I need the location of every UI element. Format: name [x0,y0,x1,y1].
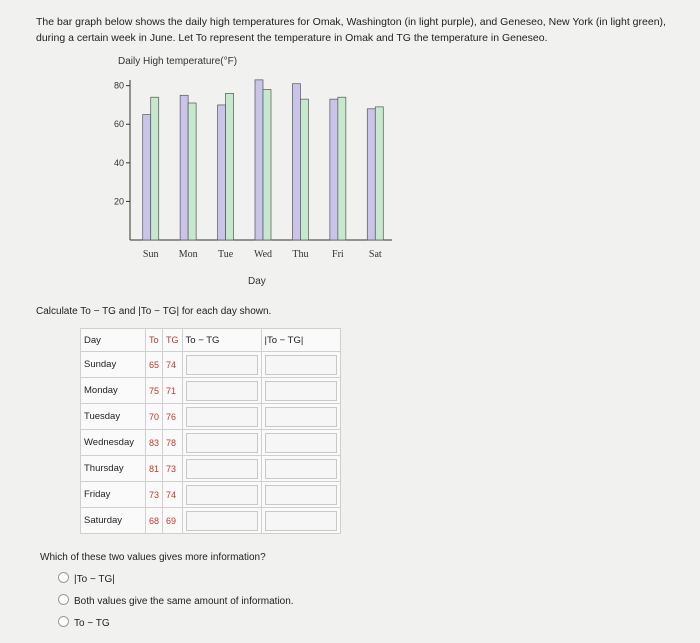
diff-input[interactable] [186,355,258,375]
to-cell: 81 [146,456,163,482]
day-cell: Wednesday [81,430,146,456]
absdiff-input-cell [261,456,340,482]
day-cell: Sunday [81,352,146,378]
diff-input[interactable] [186,407,258,427]
table-header-row [81,329,341,352]
table-row [81,482,341,508]
to-cell: 68 [146,508,163,534]
x-tick-label: Sun [142,249,159,260]
y-tick-label: 60 [113,119,124,130]
absdiff-input-cell [261,378,340,404]
diff-input[interactable] [186,433,258,453]
bar-omak [292,84,300,240]
table-row [81,378,341,404]
bar-omak [330,99,338,240]
header-absdiff: |To − TG| [261,329,340,352]
tg-cell: 73 [163,456,183,482]
y-tick-label: 80 [113,80,124,91]
table-row [81,352,341,378]
table-row [81,404,341,430]
radio-icon[interactable] [58,594,69,605]
option-label: |To − TG| [74,574,115,585]
x-tick-label: Thu [292,249,309,260]
bar-omak [367,109,375,240]
tg-cell: 74 [163,352,183,378]
absdiff-input[interactable] [265,407,337,427]
absdiff-input-cell [261,430,340,456]
diff-input[interactable] [186,485,258,505]
absdiff-input[interactable] [265,485,337,505]
bar-geneseo [263,90,271,240]
diff-input-cell [182,508,261,534]
option-abs-diff[interactable] [58,572,115,585]
x-axis-title: Day [248,276,266,287]
absdiff-input[interactable] [265,511,337,531]
diff-input-cell [182,456,261,482]
table-body [81,352,341,534]
to-cell: 70 [146,404,163,430]
absdiff-input-cell [261,404,340,430]
diff-input[interactable] [186,381,258,401]
radio-icon[interactable] [58,572,69,583]
absdiff-input[interactable] [265,355,337,375]
to-cell: 65 [146,352,163,378]
absdiff-input[interactable] [265,433,337,453]
tg-cell: 71 [163,378,183,404]
absdiff-input[interactable] [265,459,337,479]
table-row [81,508,341,534]
option-label: To − TG [74,618,110,629]
to-cell: 73 [146,482,163,508]
to-cell: 83 [146,430,163,456]
header-diff: To − TG [182,329,261,352]
diff-input[interactable] [186,459,258,479]
option-diff[interactable] [58,616,110,629]
absdiff-input-cell [261,352,340,378]
header-to: To [146,329,163,352]
question-text: Which of these two values gives more information? [40,552,266,563]
bar-omak [180,95,188,240]
tg-cell: 74 [163,482,183,508]
header-day: Day [81,329,146,352]
bar-geneseo [375,107,383,240]
x-tick-label: Fri [332,249,344,260]
bar-geneseo [300,99,308,240]
diff-input-cell [182,378,261,404]
bar-omak [218,105,226,240]
diff-input-cell [182,430,261,456]
absdiff-input-cell [261,482,340,508]
radio-icon[interactable] [58,616,69,627]
day-cell: Friday [81,482,146,508]
x-tick-label: Tue [217,249,234,260]
tg-cell: 76 [163,404,183,430]
header-tg: TG [163,329,183,352]
table-row [81,430,341,456]
absdiff-input[interactable] [265,381,337,401]
day-cell: Monday [81,378,146,404]
day-cell: Tuesday [81,404,146,430]
bar-geneseo [226,93,234,240]
x-tick-label: Wed [253,249,273,260]
day-cell: Saturday [81,508,146,534]
bar-omak [255,80,263,240]
temperature-table [80,328,341,534]
x-tick-label: Mon [178,249,198,260]
y-tick-label: 20 [113,196,124,207]
bar-chart [0,0,700,300]
day-cell: Thursday [81,456,146,482]
bar-geneseo [151,97,159,240]
absdiff-input-cell [261,508,340,534]
bar-geneseo [338,97,346,240]
bar-omak [143,115,151,240]
tg-cell: 78 [163,430,183,456]
diff-input-cell [182,352,261,378]
chart-title: Daily High temperature(°F) [118,56,238,67]
y-tick-label: 40 [113,157,124,168]
calc-prompt: Calculate To − TG and |To − TG| for each day shown. [36,306,272,317]
bar-geneseo [188,103,196,240]
diff-input-cell [182,404,261,430]
diff-input-cell [182,482,261,508]
to-cell: 75 [146,378,163,404]
option-label: Both values give the same amount of information. [74,596,294,607]
intro-text: The bar graph below shows the daily high temperatures for Omak, Washington (in light purple), and Geneseo, New York (in light green), during a certain week in June. Let To represent the temperature in Omak and TG the temperature in Geneseo. [36,16,666,44]
tg-cell: 69 [163,508,183,534]
diff-input[interactable] [186,511,258,531]
x-tick-label: Sat [368,249,382,260]
option-same[interactable] [58,594,294,607]
table-row [81,456,341,482]
